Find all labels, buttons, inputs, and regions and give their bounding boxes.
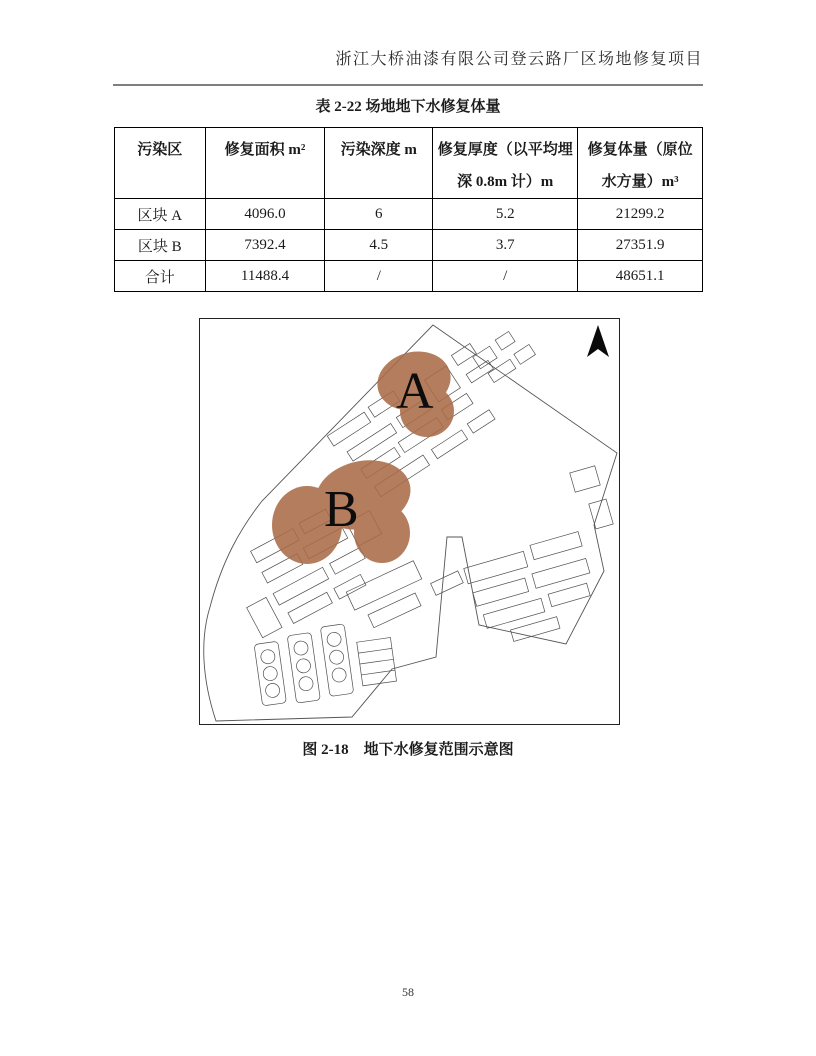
- table-header: [115, 128, 703, 199]
- table-cell: /: [325, 261, 433, 292]
- zone-a-label: A: [396, 363, 434, 420]
- column-header: 修复厚度（以平均埋深 0.8m 计）m: [433, 128, 578, 199]
- site-map-figure: [199, 318, 620, 725]
- table-title: 表 2-22 场地地下水修复体量: [315, 99, 501, 115]
- table-cell: 3.7: [433, 230, 578, 261]
- table-cell: /: [433, 261, 578, 292]
- table-row: [115, 199, 703, 230]
- volume-table: [114, 127, 703, 292]
- column-header: 修复面积 m²: [205, 128, 325, 199]
- buildings-top-right: [472, 326, 536, 385]
- table-row: [115, 261, 703, 292]
- row-label: 区块 A: [115, 199, 206, 230]
- table-body: [115, 199, 703, 292]
- table-cell: 27351.9: [578, 230, 703, 261]
- table-cell: 4096.0: [205, 199, 325, 230]
- table-cell: 6: [325, 199, 433, 230]
- table-cell: 11488.4: [205, 261, 325, 292]
- table-cell: 48651.1: [578, 261, 703, 292]
- zone-b-label: B: [324, 481, 359, 538]
- header-divider: [113, 84, 703, 86]
- table-cell: 4.5: [325, 230, 433, 261]
- buildings-central: [346, 546, 464, 632]
- table-cell: 5.2: [433, 199, 578, 230]
- table-cell: 21299.2: [578, 199, 703, 230]
- buildings-right-cluster: [463, 532, 603, 650]
- row-label: 合计: [115, 261, 206, 292]
- table-cell: 7392.4: [205, 230, 325, 261]
- page-number: 58: [402, 985, 414, 999]
- north-arrow-icon: [587, 325, 609, 357]
- column-header: 污染区: [115, 128, 206, 199]
- header-row: [115, 128, 703, 199]
- row-label: 区块 B: [115, 230, 206, 261]
- site-map-drawing: [200, 319, 621, 726]
- page-header-title: 浙江大桥油漆有限公司登云路厂区场地修复项目: [335, 51, 703, 68]
- column-header: 污染深度 m: [325, 128, 433, 199]
- table-row: [115, 230, 703, 261]
- figure-caption: 图 2-18 地下水修复范围示意图: [302, 742, 514, 758]
- column-header: 修复体量（原位水方量）m³: [578, 128, 703, 199]
- buildings-far-right: [570, 466, 613, 529]
